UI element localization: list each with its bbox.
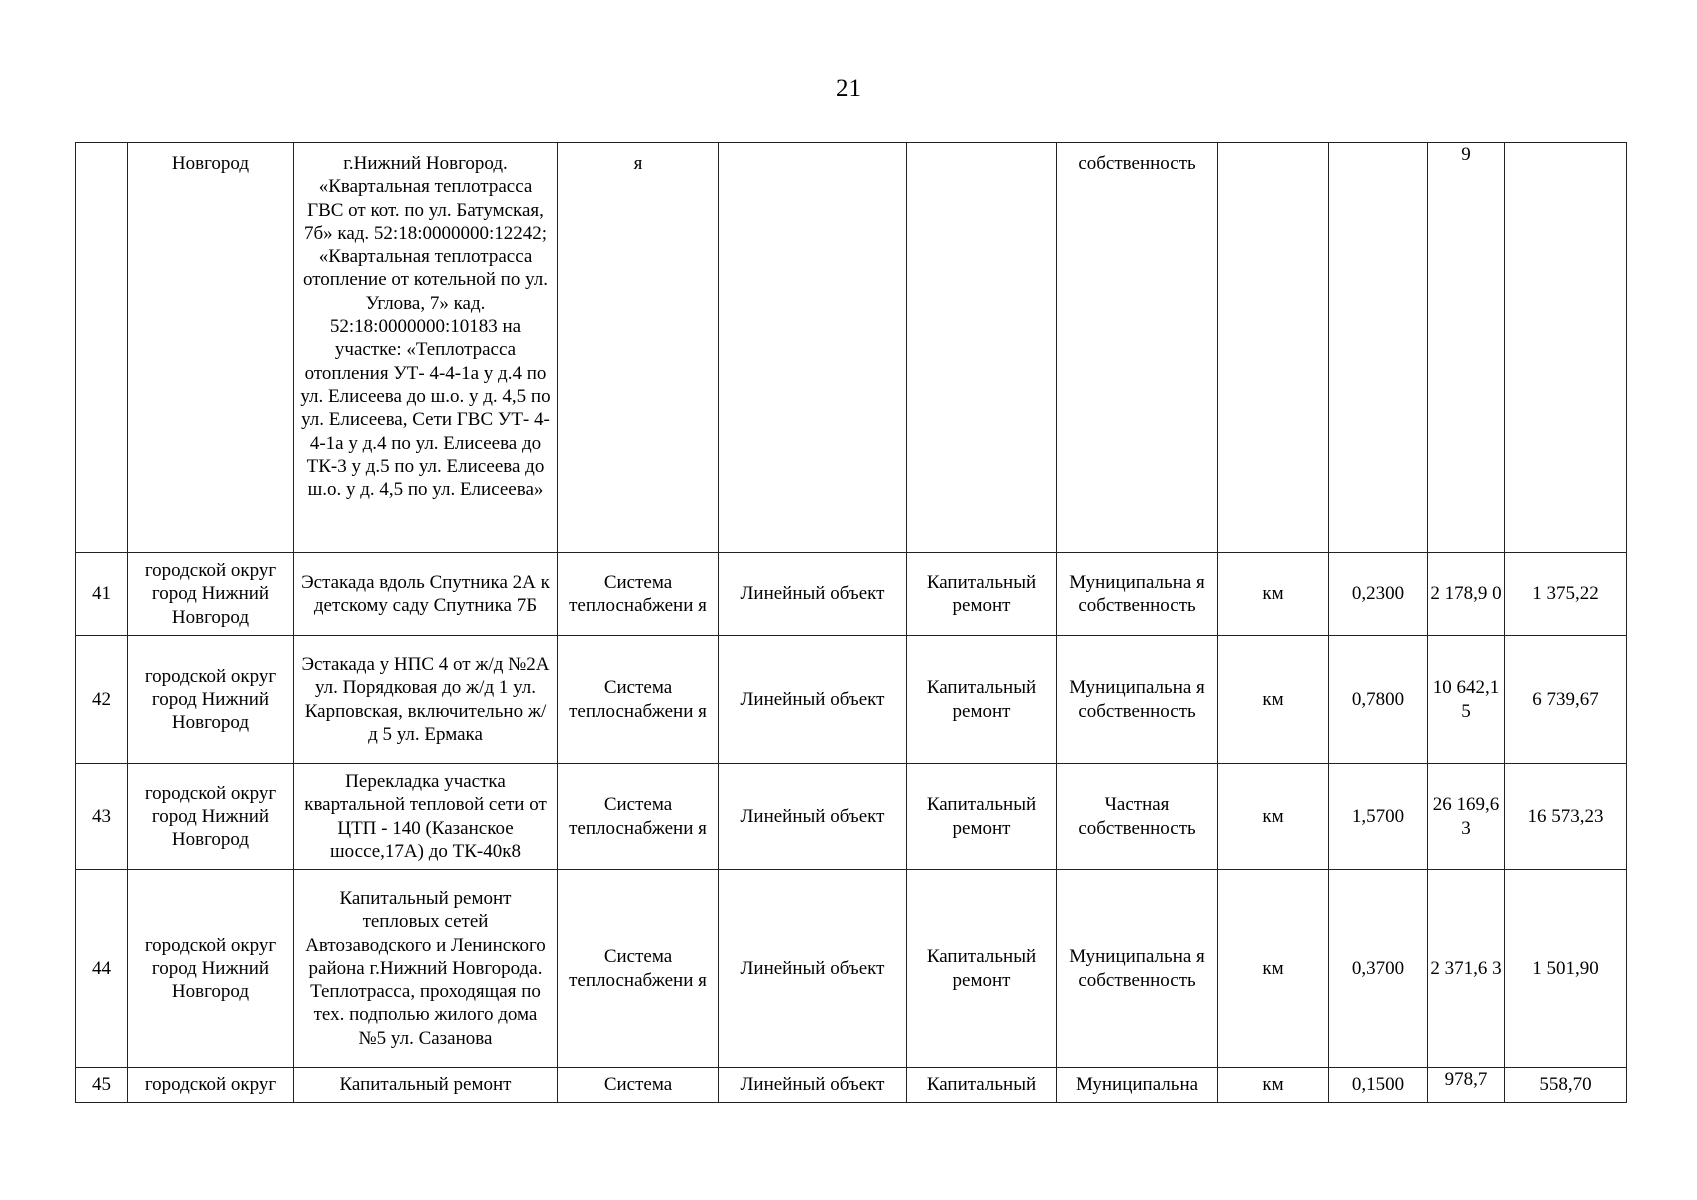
cost-total-cell xyxy=(1505,143,1627,553)
object-name-cell: г.Нижний Новгород. «Квартальная теплотрасса ГВС от кот. по ул. Батумская, 7б» кад. 52:18:0000000:12242; «Квартальная теплотрасса отопление от котельной по ул. Углова, 7» кад. 52:18:0000000:10183 на участке: «Теплотрасса отопления УТ- 4-4-1а у д.4 по ул. Елисеева до ш.о. у д. 4,5 по ул. Елисеева, Сети ГВС УТ- 4-4-1а у д.4 по ул. Елисеева до ТК-3 у д.5 по ул. Елисеева до ш.о. у д. 4,5 по ул. Елисеева» xyxy=(294,143,558,553)
object-name-cell: Капитальный ремонт тепловых сетей Автозаводского и Ленинского района г.Нижний Новгорода. Теплотрасса, проходящая по тех. подполью жилого дома №5 ул. Сазанова xyxy=(294,870,558,1068)
object-type-cell: Линейный объект xyxy=(719,1068,907,1103)
cost-total-cell: 1 501,90 xyxy=(1505,870,1627,1068)
row-number-cell: 42 xyxy=(76,636,128,764)
length-cell: 0,2300 xyxy=(1329,553,1428,636)
table-row xyxy=(76,553,1627,636)
work-type-cell: Капитальный ремонт xyxy=(907,636,1057,764)
ownership-cell: собственность xyxy=(1057,143,1218,553)
ownership-cell: Частная собственность xyxy=(1057,764,1218,870)
object-type-cell: Линейный объект xyxy=(719,764,907,870)
system-cell: Система теплоснабжени я xyxy=(558,553,719,636)
cost-cell: 978,7 xyxy=(1428,1068,1505,1103)
work-type-cell: Капитальный ремонт xyxy=(907,553,1057,636)
territory-cell: городской округ город Нижний Новгород xyxy=(128,870,294,1068)
unit-cell: км xyxy=(1218,764,1329,870)
work-type-cell xyxy=(907,143,1057,553)
cost-cell: 10 642,1 5 xyxy=(1428,636,1505,764)
table-row xyxy=(76,870,1627,1068)
length-cell: 0,7800 xyxy=(1329,636,1428,764)
table-row xyxy=(76,636,1627,764)
cost-total-cell: 16 573,23 xyxy=(1505,764,1627,870)
territory-cell: городской округ город Нижний Новгород xyxy=(128,553,294,636)
system-cell: я xyxy=(558,143,719,553)
ownership-cell: Муниципальна xyxy=(1057,1068,1218,1103)
system-cell: Система теплоснабжени я xyxy=(558,764,719,870)
object-type-cell: Линейный объект xyxy=(719,870,907,1068)
territory-cell: городской округ город Нижний Новгород xyxy=(128,764,294,870)
system-cell: Система теплоснабжени я xyxy=(558,870,719,1068)
table-row xyxy=(76,764,1627,870)
territory-cell: городской округ xyxy=(128,1068,294,1103)
work-type-cell: Капитальный ремонт xyxy=(907,870,1057,1068)
length-cell xyxy=(1329,143,1428,553)
ownership-cell: Муниципальна я собственность xyxy=(1057,553,1218,636)
unit-cell: км xyxy=(1218,870,1329,1068)
work-type-cell: Капитальный ремонт xyxy=(907,764,1057,870)
system-cell: Система xyxy=(558,1068,719,1103)
work-type-cell: Капитальный xyxy=(907,1068,1057,1103)
object-type-cell xyxy=(719,143,907,553)
objects-table xyxy=(75,142,1627,1103)
length-cell: 0,3700 xyxy=(1329,870,1428,1068)
object-name-cell: Эстакада вдоль Спутника 2А к детскому саду Спутника 7Б xyxy=(294,553,558,636)
system-cell: Система теплоснабжени я xyxy=(558,636,719,764)
cost-total-cell: 6 739,67 xyxy=(1505,636,1627,764)
row-number-cell: 44 xyxy=(76,870,128,1068)
cost-cell: 9 xyxy=(1428,143,1505,553)
length-cell: 0,1500 xyxy=(1329,1068,1428,1103)
table-row xyxy=(76,1068,1627,1103)
cost-total-cell: 1 375,22 xyxy=(1505,553,1627,636)
length-cell: 1,5700 xyxy=(1329,764,1428,870)
row-number-cell: 41 xyxy=(76,553,128,636)
territory-cell: Новгород xyxy=(128,143,294,553)
ownership-cell: Муниципальна я собственность xyxy=(1057,870,1218,1068)
object-name-cell: Эстакада у НПС 4 от ж/д №2А ул. Порядковая до ж/д 1 ул. Карповская, включительно ж/д 5 ул. Ермака xyxy=(294,636,558,764)
unit-cell xyxy=(1218,143,1329,553)
row-number-cell: 43 xyxy=(76,764,128,870)
territory-cell: городской округ город Нижний Новгород xyxy=(128,636,294,764)
table-row xyxy=(76,143,1627,553)
cost-cell: 26 169,6 3 xyxy=(1428,764,1505,870)
unit-cell: км xyxy=(1218,1068,1329,1103)
cost-total-cell: 558,70 xyxy=(1505,1068,1627,1103)
unit-cell: км xyxy=(1218,636,1329,764)
ownership-cell: Муниципальна я собственность xyxy=(1057,636,1218,764)
row-number-cell xyxy=(76,143,128,553)
row-number-cell: 45 xyxy=(76,1068,128,1103)
object-type-cell: Линейный объект xyxy=(719,553,907,636)
object-type-cell: Линейный объект xyxy=(719,636,907,764)
unit-cell: км xyxy=(1218,553,1329,636)
object-name-cell: Капитальный ремонт xyxy=(294,1068,558,1103)
cost-cell: 2 178,9 0 xyxy=(1428,553,1505,636)
object-name-cell: Перекладка участка квартальной тепловой сети от ЦТП - 140 (Казанское шоссе,17А) до ТК-40к8 xyxy=(294,764,558,870)
cost-cell: 2 371,6 3 xyxy=(1428,870,1505,1068)
page-number: 21 xyxy=(836,75,861,102)
